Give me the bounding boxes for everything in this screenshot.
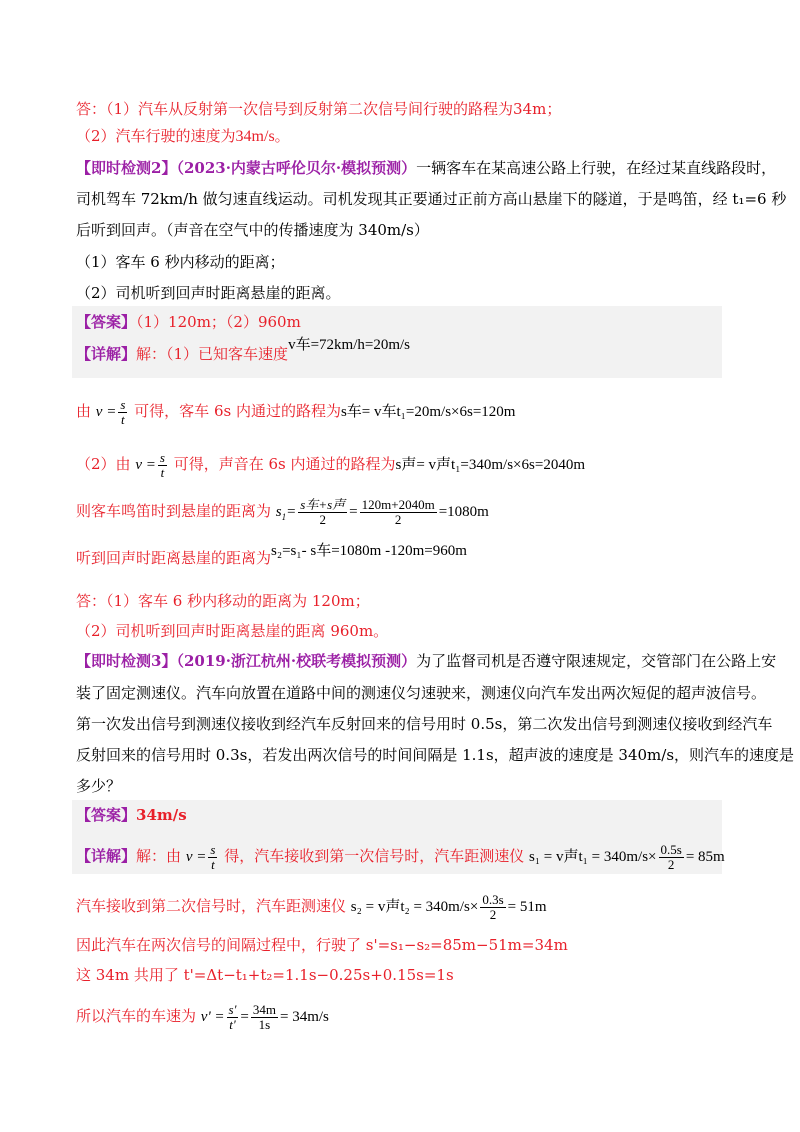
detail-tag: 【详解】 <box>76 345 137 363</box>
formula-num: s <box>159 450 165 465</box>
problem-2-answer <box>76 312 301 332</box>
formula-den: t <box>160 465 165 480</box>
formula-num: s' <box>228 1002 237 1017</box>
detail-prefix: 解：由 <box>136 846 182 865</box>
formula-num: 34m <box>252 1002 276 1017</box>
formula-den: t <box>121 412 125 427</box>
formula-result: = 85m <box>685 848 725 865</box>
detail-text: 解：（1）已知客车速度 <box>136 345 289 363</box>
problem-2-final-2: （2）司机听到回声时距离悬崖的距离 960m。 <box>76 622 389 640</box>
problem-2-step-4 <box>76 543 467 569</box>
problem-3-step-5 <box>76 1003 329 1032</box>
step-text: 则客车鸣笛时到悬崖的距离为 <box>76 501 272 520</box>
problem-3-line-3: 第一次发出信号到测速仪接收到经汽车反射回来的信号用时 0.5s，第二次发出信号到测速仪接收到经汽车 <box>76 715 773 733</box>
step-prefix: （2）由 <box>76 454 131 473</box>
problem-2-source: （2023·内蒙古呼伦贝尔·模拟预测） <box>176 159 417 177</box>
problem-3-line-1 <box>76 651 776 671</box>
formula-lhs: v = <box>95 403 117 420</box>
formula-den: 1s <box>258 1017 271 1032</box>
speed-formula <box>200 1002 329 1032</box>
step-text: 可得，客车 6s 内通过的路程为 <box>134 401 341 420</box>
step-text: 所以汽车的车速为 <box>76 1006 197 1025</box>
velocity-formula <box>135 450 169 480</box>
step-text: 听到回声时距离悬崖的距离为 <box>76 549 272 567</box>
formula-num: s <box>120 397 126 412</box>
detail-formula: v车=72km/h=20m/s <box>288 337 410 353</box>
problem-3-text-1: 为了监督司机是否遵守限速规定，交管部门在公路上安 <box>416 652 777 670</box>
detail-text: 得，汽车接收到第一次信号时，汽车距测速仪 <box>224 846 525 865</box>
problem-2-step-1 <box>76 398 515 427</box>
formula-den: 2 <box>667 857 675 872</box>
step-prefix: 由 <box>76 401 92 420</box>
formula-lhs: s₁ = v声t₁ = 340m/s× <box>528 848 657 865</box>
problem-3-line-4: 反射回来的信号用时 0.3s，若发出两次信号的时间间隔是 1.1s，超声波的速度是 340m/s，则汽车的速度是 <box>76 746 795 764</box>
formula-num: 0.5s <box>660 842 682 857</box>
problem-2-tag: 【即时检测2】 <box>76 159 177 177</box>
formula-num: 0.3s <box>482 892 504 907</box>
formula-result: =1080m <box>438 503 489 520</box>
problem-2-step-2 <box>76 451 585 480</box>
problem-2-final-1: 答：（1）客车 6 秒内移动的距离为 120m； <box>76 592 370 610</box>
formula-result: = 51m <box>507 898 547 915</box>
answer-value: 34m/s <box>136 806 187 824</box>
step-formula: s声= v声t₁=340m/s×6s=2040m <box>395 456 585 473</box>
formula-num: s车+s声 <box>300 497 346 512</box>
step-text: 汽车接收到第二次信号时，汽车距测速仪 <box>76 896 347 915</box>
problem-3-step-4: 这 34m 共用了 t'=Δt−t₁+t₂=1.1s−0.25s+0.15s=1s <box>76 966 454 984</box>
problem-2-detail <box>76 337 410 365</box>
problem-3-line-5: 多少？ <box>76 777 122 795</box>
answer-line-1: 答：（1）汽车从反射第一次信号到反射第二次信号间行驶的路程为34m； <box>76 100 562 118</box>
formula-den: t <box>211 857 215 872</box>
formula-lhs: s₂ = v声t₂ = 340m/s× <box>350 898 479 915</box>
velocity-formula <box>95 397 130 427</box>
problem-3-step-2 <box>76 893 547 922</box>
problem-3-tag: 【即时检测3】 <box>76 652 177 670</box>
formula-den: t' <box>229 1017 236 1032</box>
formula-den: 2 <box>394 512 402 527</box>
answer-value: 34m/s <box>235 128 275 145</box>
step-formula: s₂=s₁- s车=1080m -120m=960m <box>271 543 467 559</box>
distance-formula <box>528 842 725 872</box>
formula-lhs: v = <box>135 456 156 473</box>
formula-den: 2 <box>489 907 497 922</box>
problem-2-text-1: 一辆客车在某高速公路上行驶，在经过某直线路段时， <box>416 159 777 177</box>
problem-2-line-2: 司机驾车 72km/h 做匀速直线运动。司机发现其正要通过正前方高山悬崖下的隧道，于是鸣笛，经 t₁=6 秒 <box>76 190 787 208</box>
step-formula: s车= v车t₁=20m/s×6s=120m <box>340 403 516 420</box>
detail-tag: 【详解】 <box>76 846 137 865</box>
problem-2-line-3: 后听到回声。（声音在空气中的传播速度为 340m/s） <box>76 221 429 239</box>
answer-line-2 <box>76 126 290 147</box>
formula-result: = 34m/s <box>279 1008 329 1025</box>
formula-lhs: v' = <box>200 1008 225 1025</box>
velocity-formula <box>185 842 220 872</box>
problem-3-answer <box>76 805 187 825</box>
answer-tag: 【答案】 <box>76 806 137 824</box>
answer-value: （1）120m；（2）960m <box>136 313 301 331</box>
problem-2-line-1 <box>76 158 776 178</box>
distance-formula: $s_1=$ $\frac{\text{s车+s声}}{2}$ = $\frac{120m+2040m}{2}$ =1080m <box>275 497 489 527</box>
formula-num: 120m+2040m <box>361 497 435 512</box>
formula-den: 2 <box>319 512 326 527</box>
answer-end: 。 <box>274 127 290 145</box>
problem-2-step-3 <box>76 498 489 527</box>
formula-eq: = <box>240 1008 249 1025</box>
formula-num: s <box>210 842 216 857</box>
step-text: 可得，声音在 6s 内通过的路程为 <box>173 454 396 473</box>
formula-lhs: v = <box>185 848 207 865</box>
problem-3-line-2: 装了固定测速仪。汽车向放置在道路中间的测速仪匀速驶来，测速仪向汽车发出两次短促的超声波信号。 <box>76 684 767 702</box>
answer-tag: 【答案】 <box>76 313 137 331</box>
problem-3-source: （2019·浙江杭州·校联考模拟预测） <box>176 652 417 670</box>
answer-text: （2）汽车行驶的速度为 <box>76 127 236 145</box>
problem-2-question-2: （2）司机听到回声时距离悬崖的距离。 <box>76 284 341 302</box>
distance-formula <box>350 892 547 922</box>
problem-2-question-1: （1）客车 6 秒内移动的距离； <box>76 253 285 271</box>
problem-3-step-3: 因此汽车在两次信号的间隔过程中，行驶了 s'=s₁−s₂=85m−51m=34m <box>76 936 568 954</box>
problem-3-detail <box>76 843 725 872</box>
